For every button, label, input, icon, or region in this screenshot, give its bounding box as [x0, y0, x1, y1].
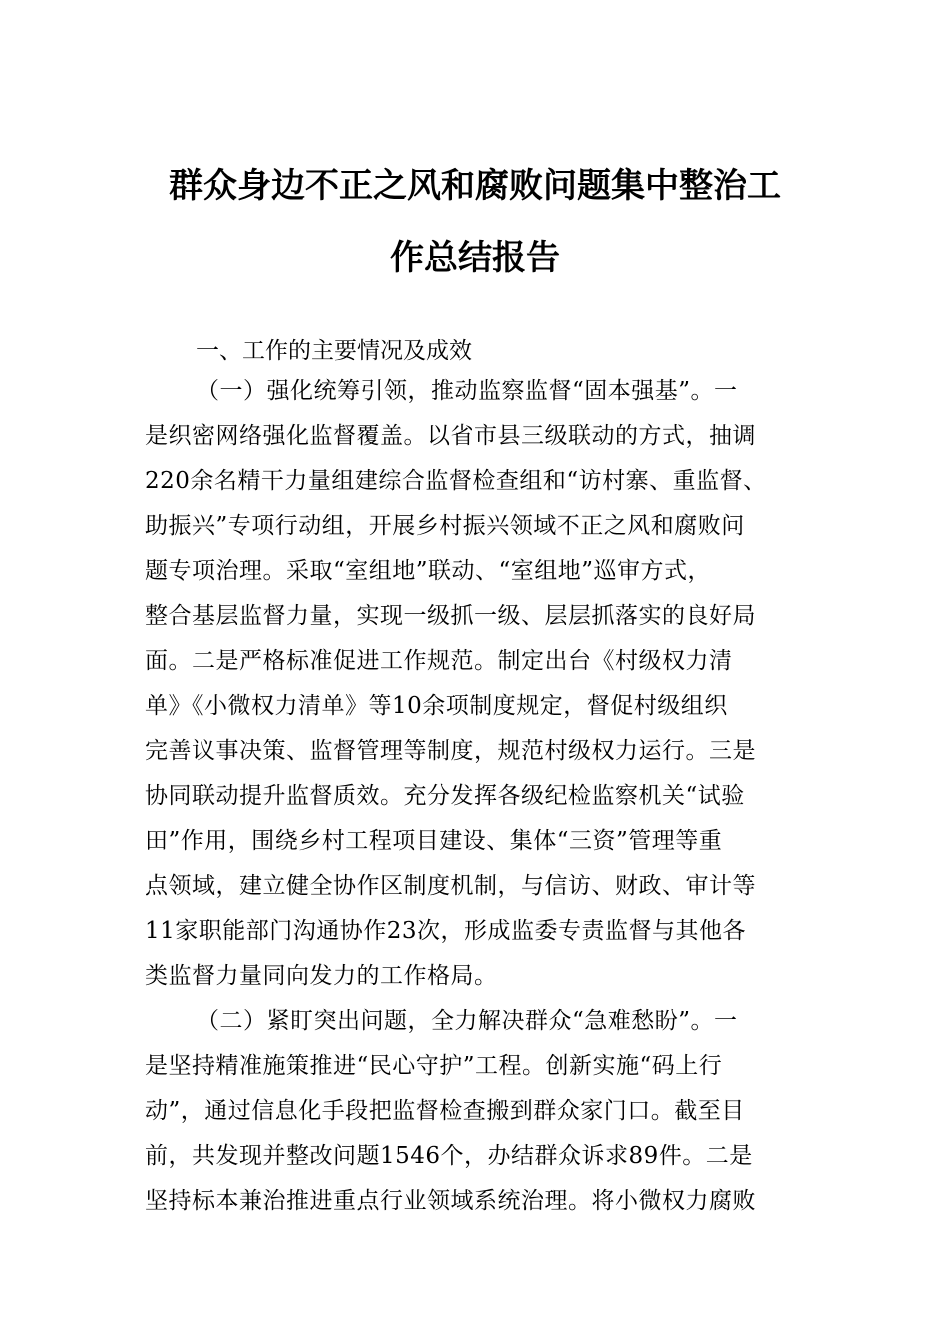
paragraph-line: 类监督力量同向发力的工作格局。 [145, 963, 498, 989]
paragraph-line: 前，共发现并整改问题1546个，办结群众诉求89件。二是 [145, 1143, 753, 1169]
paragraph-line: 面。二是严格标准促进工作规范。制定出台《村级权力清 [145, 648, 733, 674]
section-heading: 一、工作的主要情况及成效 [196, 338, 472, 364]
paragraph-line: 220余名精干力量组建综合监督检查组和“访村寨、重监督、 [145, 468, 767, 494]
document-title-line-2: 作总结报告 [390, 238, 560, 278]
paragraph-line: 11家职能部门沟通协作23次，形成监委专责监督与其他各 [145, 918, 747, 944]
paragraph-line: 完善议事决策、监督管理等制度，规范村级权力运行。三是 [145, 738, 756, 764]
paragraph-line: 协同联动提升监督质效。充分发挥各级纪检监察机关“试验 [145, 783, 745, 809]
paragraph-line: 田”作用，围绕乡村工程项目建设、集体“三资”管理等重 [145, 828, 723, 854]
paragraph-line: 是坚持精准施策推进“民心守护”工程。创新实施“码上行 [145, 1053, 723, 1079]
paragraph-line: （一）强化统筹引领，推动监察监督“固本强基”。一 [196, 378, 738, 404]
paragraph-line: 坚持标本兼治推进重点行业领域系统治理。将小微权力腐败 [145, 1188, 756, 1214]
paragraph-line: 点领域，建立健全协作区制度机制，与信访、财政、审计等 [145, 873, 756, 899]
paragraph-line: 整合基层监督力量，实现一级抓一级、层层抓落实的良好局 [145, 603, 756, 629]
paragraph-line: 是织密网络强化监督覆盖。以省市县三级联动的方式，抽调 [145, 423, 756, 449]
paragraph-line: 动”，通过信息化手段把监督检查搬到群众家门口。截至目 [145, 1098, 745, 1124]
paragraph-line: 助振兴”专项行动组，开展乡村振兴领域不正之风和腐败问 [145, 513, 745, 539]
paragraph-line: 题专项治理。采取“室组地”联动、“室组地”巡审方式， [145, 558, 712, 584]
document-title-line-1: 群众身边不正之风和腐败问题集中整治工 [169, 166, 781, 206]
paragraph-line: 单》《小微权力清单》等10余项制度规定，督促村级组织 [145, 693, 728, 719]
paragraph-line: （二）紧盯突出问题，全力解决群众“急难愁盼”。一 [196, 1008, 738, 1034]
